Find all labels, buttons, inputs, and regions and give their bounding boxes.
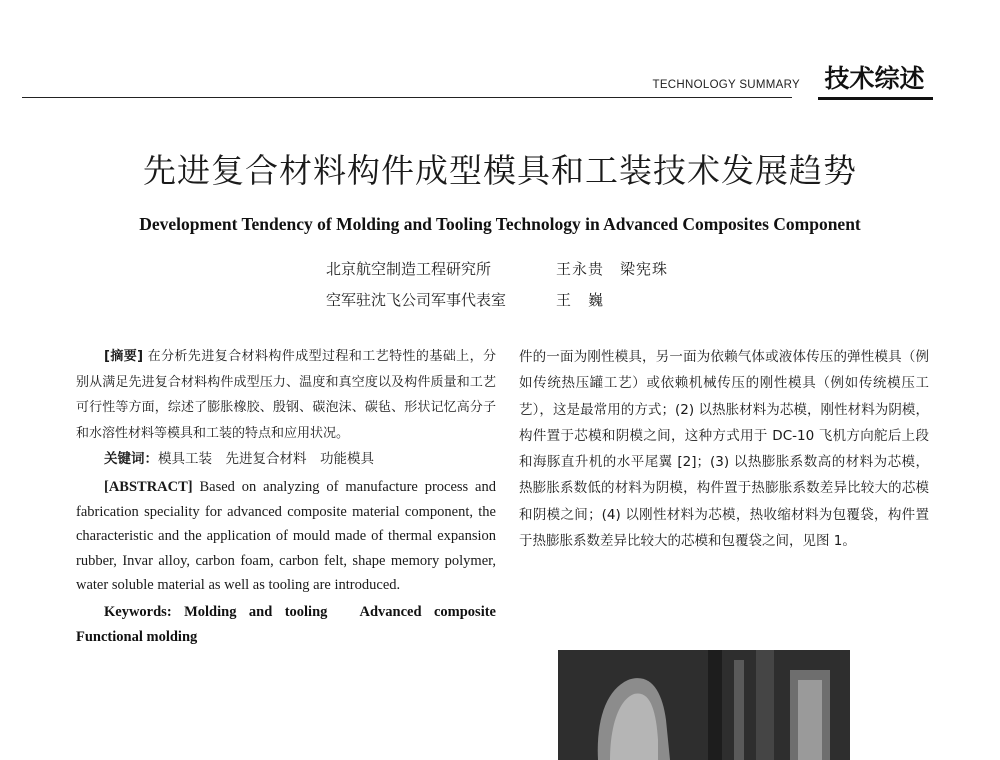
affiliation-row-2 <box>326 289 746 311</box>
keywords-cn-label: 关键词： <box>104 451 158 467</box>
section-label-en: TECHNOLOGY SUMMARY <box>652 79 800 91</box>
affiliation-authors: 王永贵 梁宪珠 <box>556 260 669 278</box>
abstract-en-label: [ABSTRACT] <box>104 479 193 495</box>
abstract-en-text: Based on analyzing of manufacture process and fabrication speciality for advanced composite material component, the characteristic and the application of mould made of thermal expansion rubber, Invar alloy, carbon foam, carbon felt, shape memory polymer, water soluble material as well as tooling are introduced. <box>76 479 496 593</box>
figure-1-photo <box>558 650 850 760</box>
article-title-en: Development Tendency of Molding and Tooling Technology in Advanced Composites Component <box>139 214 861 234</box>
affiliation-org: 北京航空制造工程研究所 <box>326 260 492 278</box>
keywords-cn <box>76 446 496 473</box>
left-column <box>76 344 511 650</box>
section-label-cn: 技术综述 <box>824 64 925 93</box>
abstract-en <box>76 475 496 598</box>
right-column <box>519 344 929 554</box>
affiliation-row-1 <box>326 258 746 280</box>
figure-photo-drawing <box>558 650 850 760</box>
affiliation-org: 空军驻沈飞公司军事代表室 <box>326 291 507 309</box>
article-title-cn: 先进复合材料构件成型模具和工装技术发展趋势 <box>143 151 857 190</box>
header-rule-accent <box>818 97 933 100</box>
abstract-cn <box>76 344 496 446</box>
body-text-cn: 件的一面为刚性模具，另一面为依赖气体或液体传压的弹性模具（例如传统热压罐工艺）或依赖机械传压的刚性模具（例如传统模压工艺），这是最常用的方式；(2) 以热胀材料为芯模，刚性材料为阴模，构件置于芯模和阴模之间，这种方式用于 DC-10 飞机方向舵后上段和海豚直升机的水平尾翼 [2]；(3) 以热膨胀系数高的材料为芯模，热膨胀系数低的材料为阴模，构件置于热膨胀系数差异比较大的芯模和阴模之间；(4) 以刚性材料为芯模，热收缩材料为包覆袋，构件置于热膨胀系数差异比较大的芯模和包覆袋之间，见图 1。 <box>519 349 929 550</box>
affiliation-authors: 王 巍 <box>556 291 605 309</box>
keywords-cn-text: 模具工装 先进复合材料 功能模具 <box>158 451 374 467</box>
keywords-en: Keywords: Molding and tooling Advanced composite Functional molding <box>76 603 511 645</box>
abstract-cn-label: [摘要] <box>104 349 144 364</box>
abstract-cn-text: 在分析先进复合材料构件成型过程和工艺特性的基础上，分别从满足先进复合材料构件成型压力、温度和真空度以及构件质量和工艺可行性等方面，综述了膨胀橡胶、殷钢、碳泡沫、碳毡、形状记忆高分子和水溶性材料等模具和工装的特点和应用状况。 <box>76 349 496 441</box>
header-rule <box>22 97 792 98</box>
